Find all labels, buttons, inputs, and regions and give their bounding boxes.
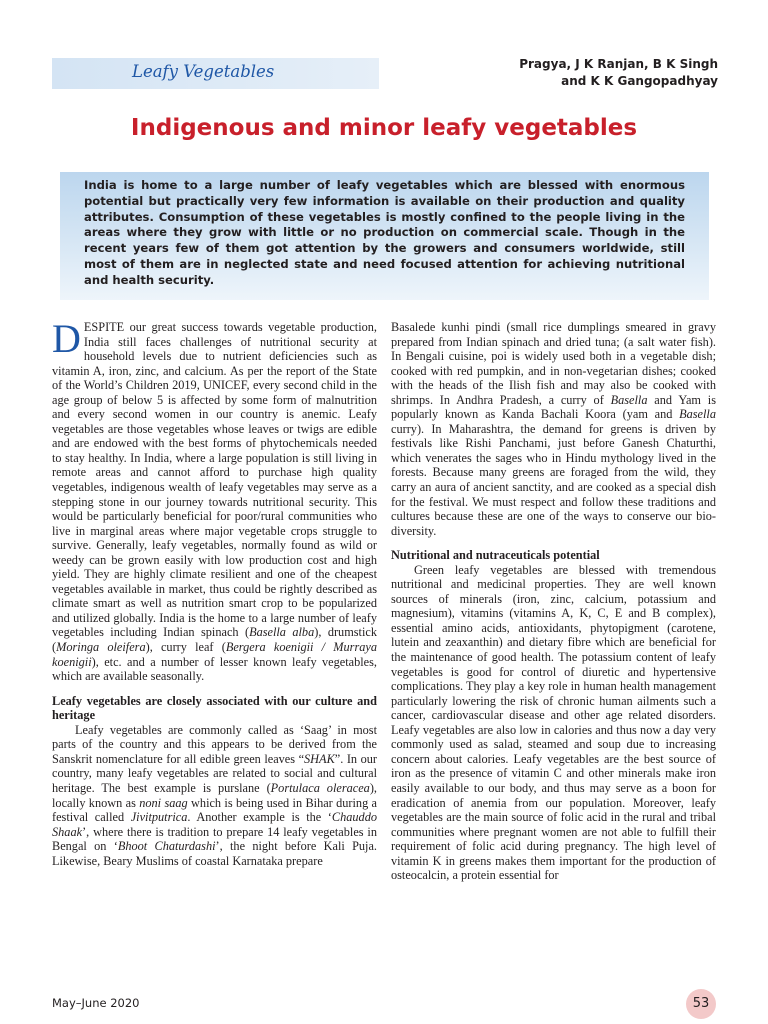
abstract-box bbox=[60, 172, 709, 300]
left-column bbox=[52, 316, 378, 868]
culture-paragraph-continued: Basalede kunhi pindi (small rice dumplings smeared in gravy prepared from Indian spinach and dried tuna; (a salt water fish). In Bengali cuisine, poi is widely used both in a vegetable dish; cooked with red pumpkin, and in non-vegetarian dishes; cooked with the heads of the Ilish fish and may also be cooked with shrimps. In Andhra Pradesh, a curry of Basella and Yam is popularly known as Kanda Bachali Koora (yam and Basella curry). In Maharashtra, the demand for greens is driven by festivals like Rishi Panchami, just before Ganesh Chaturthi, which venerates the sages who in Hindu mythology lived in the forests. Because many greens are foraged from the wild, they carry an aura of ancient sanctity, and are cooked as a special dish for the festival. We must respect and follow these traditions and cultures because these are one of the ways to conserve our bio-diversity. bbox=[391, 320, 716, 538]
authors bbox=[519, 56, 718, 90]
article-title: Indigenous and minor leafy vegetables bbox=[130, 115, 638, 141]
issue-date: May–June 2020 bbox=[52, 996, 140, 1010]
nutrition-paragraph: Green leafy vegetables are blessed with tremendous nutritional and medicinal properties. They are well known sources of minerals (iron, zinc, calcium, potassium and magnesium), vitamins (vitamins A, K, C, E and B complex), essential amino acids, antioxidants, phytopigment (carotene, lutein and zeaxanthin) and dietary fibre which are beneficial for the maintenance of good health. The potassium content of leafy vegetables is good for control of diuretic and hypertensive complications. They play a key role in human health management particularly lowering the risk of chronic human ailments such a cancer, cardiovascular disease and other age related disorders. Leafy vegetables are also low in calories and thus now a day very commonly used as salad, steamed and soup due to increasing concern about calories. Leafy vegetables are the best source of iron as the presence of vitamin C and other minerals make iron easily available to our body, and thus may serve as a boon for eradication of anemia from our population. Moreover, leafy vegetables are the main source of folic acid in the rural and tribal communities where pregnant women are not able to fulfill their requirement of folic acid during pregnancy. The high level of vitamin K in greens makes them important for the production of osteocalcin, a protein essential for bbox=[391, 562, 716, 883]
intro-paragraph: DESPITE our great success towards vegetable production, India still faces challenges of nutritional security at household levels due to nutrient deficiencies such as vitamin A, iron, zinc, and calcium. As per the report of the State of the World’s Children 2019, UNICEF, every second child in the age group of below 5 is affected by some form of malnutrition and every second women in our country is anemic. Leafy vegetables are those vegetables whose leaves or twigs are edible and are endowed with the best forms of phytochemicals needed to stay healthy. In India, where a large population is still living in remote areas and cannot afford to purchase high quality vegetables, indigenous wealth of leafy vegetables may serve as a stepping stone in our journey towards nutritional security. This would be particularly beneficial for poor/rural communities who live in marginal areas where major vegetable crops struggle to survive. Generally, leafy vegetables, normally found as wild or weedy can be grown easily with low production cost and high yield. They are highly climate resilient and one of the cheapest vegetables available in market, thus could be rightly described as climate smart as well as nutrition smart crop to be popularized and utilized globally. India is the home to a large number of leafy vegetables including Indian spinach (Basella alba), drumstick (Moringa oleifera), curry leaf (Bergera koenigii / Murraya koenigii), etc. and a number of lesser known leafy vegetables, which are available seasonally. bbox=[52, 316, 377, 684]
section-tag-label: Leafy Vegetables bbox=[132, 62, 275, 81]
authors-line-2: and K K Gangopadhyay bbox=[561, 74, 718, 88]
abstract-text: India is home to a large number of leafy vegetables which are blessed with enormous potential but practically very few information is available on their production and quality attributes. Consumption of these vegetables is mostly confined to the people living in the areas where they grow with little or no production on commercial scale. Though in the recent years few of them got attention by the growers and consumers worldwide, still most of them are in neglected state and need focused attention for achieving nutritional and health security. bbox=[84, 178, 685, 287]
section-tag bbox=[52, 58, 379, 89]
section-heading-nutrition: Nutritional and nutraceuticals potential bbox=[391, 548, 600, 563]
culture-paragraph: Leafy vegetables are commonly called as ‘Saag’ in most parts of the country and this appears to be derived from the Sanskrit nomenclature for all edible green leaves “SHAK”. In our country, many leafy vegetables are related to social and cultural heritage. The best example is purslane (Portulaca oleracea), locally known as noni saag which is being used in Bihar during a festival called Jivitputrica. Another example is the ‘Chauddo Shaak’, where there is tradition to prepare 14 leafy vegetables in Bengal on ‘Bhoot Chaturdashi’, the night before Kali Puja. Likewise, Beary Muslims of coastal Karnataka prepare bbox=[52, 722, 378, 868]
section-heading-culture: Leafy vegetables are closely associated with our culture and heritage bbox=[52, 693, 377, 723]
authors-line-1: Pragya, J K Ranjan, B K Singh bbox=[519, 57, 718, 71]
drop-cap: D bbox=[52, 316, 81, 361]
page-number: 53 bbox=[686, 989, 716, 1019]
right-column bbox=[391, 320, 716, 883]
